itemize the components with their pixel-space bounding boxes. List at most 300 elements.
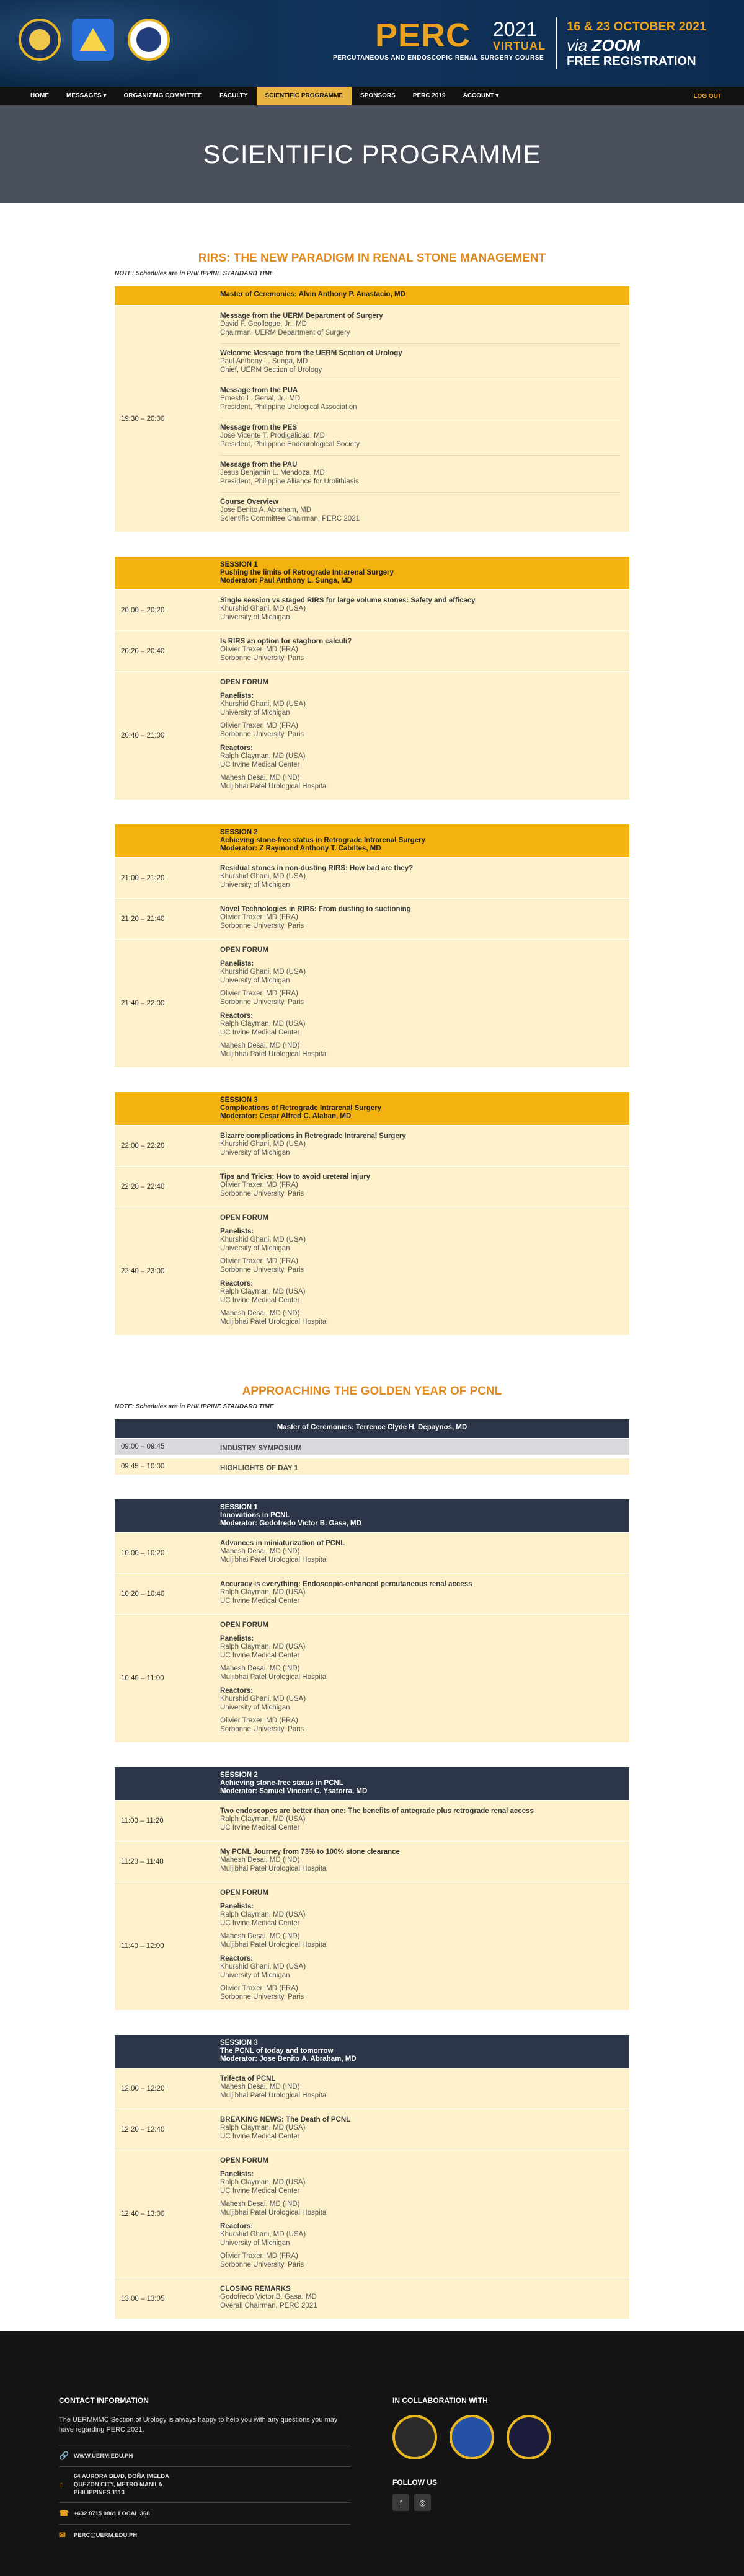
speaker-line: Paul Anthony L. Sunga, MD: [220, 358, 308, 365]
facebook-icon[interactable]: f: [392, 2494, 409, 2511]
session-header-line: Pushing the limits of Retrograde Intrarenal Surgery: [220, 569, 394, 576]
speaker-line: Sorbonne University, Paris: [220, 998, 304, 1006]
spacer: [220, 985, 620, 990]
nav-item-1[interactable]: MESSAGES ▾: [66, 92, 107, 99]
program-row: [115, 857, 629, 898]
program-content: [220, 858, 629, 898]
website-link[interactable]: [59, 2445, 350, 2466]
day2-mc-bar: [115, 1419, 629, 1438]
program-content: [220, 1842, 629, 1882]
nav-item-0[interactable]: HOME: [30, 92, 49, 99]
panelists-label: Panelists:: [220, 1228, 254, 1235]
highlights-row: [115, 1458, 629, 1475]
email-link[interactable]: [59, 2524, 350, 2546]
session-header: [115, 1092, 629, 1125]
collaboration-section: [392, 2396, 640, 2511]
time-cell: 21:00 – 21:20: [121, 874, 165, 882]
speaker-line: Khurshid Ghani, MD (USA): [220, 1236, 306, 1243]
speaker-line: Chief, UERM Section of Urology: [220, 366, 322, 374]
speaker-line: Muljibhai Patel Urological Hospital: [220, 782, 328, 790]
program-content: [220, 2278, 629, 2319]
session-header-text: [220, 824, 629, 857]
program-content: [220, 590, 629, 630]
speaker-line: Muljibhai Patel Urological Hospital: [220, 2208, 328, 2217]
nav-item-5[interactable]: SPONSORS: [360, 92, 396, 99]
program-item: [220, 2115, 620, 2147]
main-nav: [0, 87, 744, 105]
via-zoom: [567, 36, 640, 55]
speaker-line: Ralph Clayman, MD (USA): [220, 1288, 306, 1295]
map-pin-icon: ⌂: [59, 2480, 64, 2489]
spacer: [220, 1253, 620, 1258]
program-row: [115, 671, 629, 800]
session-gap: [115, 1475, 629, 1499]
item-title: Welcome Message from the UERM Section of Urology: [220, 350, 402, 357]
speaker-line: University of Michigan: [220, 2239, 290, 2247]
program-item: [220, 312, 620, 343]
session-header: [115, 1499, 629, 1532]
nav-item-7[interactable]: ACCOUNT ▾: [463, 92, 499, 99]
speaker-line: UC Irvine Medical Center: [220, 1296, 300, 1304]
speaker-line: Ralph Clayman, MD (USA): [220, 1020, 306, 1028]
speaker-line: President, Philippine Endourological Society: [220, 440, 360, 448]
time-cell: 22:20 – 22:40: [121, 1183, 165, 1191]
session-header-line: Moderator: Cesar Alfred C. Alaban, MD: [220, 1113, 352, 1120]
phone-icon: ☎: [59, 2508, 69, 2518]
speaker-line: Muljibhai Patel Urological Hospital: [220, 1556, 328, 1564]
speaker-line: Khurshid Ghani, MD (USA): [220, 700, 306, 708]
instagram-icon[interactable]: ◎: [414, 2494, 431, 2511]
speaker-line: UC Irvine Medical Center: [220, 1597, 300, 1605]
program-content: [220, 1801, 629, 1841]
speaker-line: Olivier Traxer, MD (FRA): [220, 646, 298, 653]
speaker-line: Khurshid Ghani, MD (USA): [220, 2231, 306, 2238]
program-item: [220, 1621, 620, 1740]
item-title: My PCNL Journey from 73% to 100% stone clearance: [220, 1848, 400, 1856]
page-title: SCIENTIFIC PROGRAMME: [203, 139, 541, 169]
program-item: [220, 864, 620, 896]
speaker-line: Khurshid Ghani, MD (USA): [220, 1140, 306, 1148]
time-cell: 10:20 – 10:40: [121, 1590, 165, 1598]
speaker-line: Olivier Traxer, MD (FRA): [220, 990, 298, 997]
nav-item-2[interactable]: ORGANIZING COMMITTEE: [123, 92, 203, 99]
item-title: Advances in miniaturization of PCNL: [220, 1540, 345, 1547]
speaker-line: UC Irvine Medical Center: [220, 1824, 300, 1832]
partner-logo-3[interactable]: [507, 2415, 551, 2459]
speaker-line: Mahesh Desai, MD (IND): [220, 774, 300, 782]
follow-title: FOLLOW US: [392, 2478, 437, 2487]
item-title: OPEN FORUM: [220, 1889, 268, 1897]
program-row: [115, 898, 629, 939]
speaker-line: University of Michigan: [220, 1244, 290, 1252]
session-header: [115, 1767, 629, 1800]
mail-icon: ✉: [59, 2530, 66, 2539]
panelists-label: Panelists:: [220, 692, 254, 700]
speaker-line: UC Irvine Medical Center: [220, 2187, 300, 2195]
pua-logo[interactable]: [128, 19, 170, 61]
speaker-line: Olivier Traxer, MD (FRA): [220, 1985, 298, 1992]
session-header-text: [220, 557, 629, 589]
program-content: [220, 2150, 629, 2278]
session-header-line: SESSION 1: [220, 1504, 258, 1511]
collab-title: IN COLLABORATION WITH: [392, 2396, 488, 2405]
time-cell: 10:40 – 11:00: [121, 1675, 164, 1682]
spacer: [220, 1660, 620, 1665]
program-content: [220, 2068, 629, 2109]
speaker-line: Jose Vicente T. Prodigalidad, MD: [220, 432, 325, 439]
pes-logo[interactable]: [72, 19, 114, 61]
time-cell: 19:30 – 20:00: [121, 415, 165, 423]
time-cell: 22:00 – 22:20: [121, 1142, 165, 1150]
session-header-line: Achieving stone-free status in Retrograde Intrarenal Surgery: [220, 837, 426, 844]
panelists-label: Panelists:: [220, 1903, 254, 1910]
program-item: [220, 1889, 620, 2008]
reactors-label: Reactors:: [220, 1955, 254, 1962]
program-item: [220, 492, 620, 529]
program-content: [220, 631, 629, 671]
session-gap: [115, 532, 629, 557]
site-header: [0, 0, 744, 87]
address-text: 64 AURORA BLVD, DOÑA IMELDA QUEZON CITY, METRO MANILA PHILIPPINES 1113: [74, 2473, 169, 2496]
speaker-line: President, Philippine Alliance for Urolithiasis: [220, 477, 359, 485]
program-item: [220, 637, 620, 669]
session-header-line: Moderator: Paul Anthony L. Sunga, MD: [220, 577, 352, 584]
item-title: OPEN FORUM: [220, 2157, 268, 2164]
speaker-line: Mahesh Desai, MD (IND): [220, 1933, 300, 1940]
spacer: [220, 2247, 620, 2252]
nav-item-3[interactable]: FACULTY: [219, 92, 248, 99]
item-title: BREAKING NEWS: The Death of PCNL: [220, 2116, 351, 2124]
speaker-line: University of Michigan: [220, 976, 290, 984]
program-row: [115, 2278, 629, 2319]
item-title: Is RIRS an option for staghorn calculi?: [220, 638, 352, 645]
speaker-line: Sorbonne University, Paris: [220, 2261, 304, 2269]
session-header: [115, 557, 629, 589]
program-row: [115, 1882, 629, 2010]
day2-title: APPROACHING THE GOLDEN YEAR OF PCNL: [242, 1385, 502, 1398]
time-cell: 11:00 – 11:20: [121, 1817, 164, 1825]
item-title: Message from the UERM Department of Surgery: [220, 312, 383, 320]
item-title: Novel Technologies in RIRS: From dusting to suctioning: [220, 906, 411, 913]
session-gap: [115, 2010, 629, 2035]
speaker-line: Olivier Traxer, MD (FRA): [220, 2252, 298, 2260]
day1-title: RIRS: THE NEW PARADIGM IN RENAL STONE MANAGEMENT: [198, 252, 546, 265]
event-dates: 16 & 23 OCTOBER 2021: [567, 20, 707, 33]
industry-symposium-row: [115, 1438, 629, 1455]
speaker-line: Khurshid Ghani, MD (USA): [220, 968, 306, 976]
speaker-line: Ralph Clayman, MD (USA): [220, 1815, 306, 1823]
time-cell: 22:40 – 23:00: [121, 1268, 165, 1275]
partner-logo-2[interactable]: [450, 2415, 494, 2459]
speaker-line: Mahesh Desai, MD (IND): [220, 1042, 300, 1049]
site-footer: [0, 2331, 744, 2576]
contact-title: CONTACT INFORMATION: [59, 2396, 149, 2405]
day1-mc: Master of Ceremonies: Alvin Anthony P. Anastacio, MD: [220, 286, 629, 305]
speaker-line: University of Michigan: [220, 708, 290, 717]
session-header-line: Achieving stone-free status in PCNL: [220, 1780, 343, 1787]
speaker-line: Ralph Clayman, MD (USA): [220, 1911, 306, 1918]
program-content: [220, 899, 629, 939]
perc-wordmark: PERC: [375, 17, 471, 54]
program-content: [220, 940, 629, 1067]
program-item: [220, 2156, 620, 2275]
speaker-line: Mahesh Desai, MD (IND): [220, 2083, 300, 2091]
item-title: OPEN FORUM: [220, 946, 268, 954]
phone-link[interactable]: [59, 2502, 350, 2524]
via-text: via: [567, 36, 588, 55]
speaker-line: Khurshid Ghani, MD (USA): [220, 605, 306, 612]
reactors-label: Reactors:: [220, 1280, 254, 1287]
program-item: [220, 1173, 620, 1204]
speaker-line: UC Irvine Medical Center: [220, 1028, 300, 1036]
program-content: [220, 1167, 629, 1207]
item-title: Residual stones in non-dusting RIRS: How bad are they?: [220, 865, 414, 872]
header-divider: [556, 17, 557, 69]
program-row: [115, 2109, 629, 2150]
day2-timezone-note: NOTE: Schedules are in PHILIPPINE STANDARD TIME: [115, 1403, 274, 1410]
speaker-line: Muljibhai Patel Urological Hospital: [220, 2091, 328, 2099]
item-title: OPEN FORUM: [220, 1621, 268, 1629]
session-gap: [115, 800, 629, 824]
speaker-line: Sorbonne University, Paris: [220, 1189, 304, 1198]
session-header-line: Moderator: Jose Benito A. Abraham, MD: [220, 2055, 356, 2063]
session-header-text: [220, 1767, 629, 1800]
program-item: [220, 1580, 620, 1612]
industry-symposium: INDUSTRY SYMPOSIUM: [220, 1439, 629, 1455]
nav-item-6[interactable]: PERC 2019: [412, 92, 446, 99]
day1-mc-bar: [115, 286, 629, 305]
program-item: [220, 2075, 620, 2106]
speaker-line: Khurshid Ghani, MD (USA): [220, 873, 306, 880]
speaker-line: University of Michigan: [220, 613, 290, 621]
speaker-line: Sorbonne University, Paris: [220, 730, 304, 738]
session-header-spacer: [115, 1499, 220, 1532]
item-title: Course Overview: [220, 498, 278, 506]
free-registration: FREE REGISTRATION: [567, 55, 696, 68]
spacer: [220, 1712, 620, 1717]
session-header-line: Moderator: Godofredo Victor B. Gasa, MD: [220, 1520, 361, 1527]
reactors-label: Reactors:: [220, 1687, 254, 1695]
speaker-line: Jesus Benjamin L. Mendoza, MD: [220, 469, 325, 477]
speaker-line: Chairman, UERM Department of Surgery: [220, 329, 350, 337]
hero-banner: [0, 105, 744, 203]
session-header-line: Moderator: Samuel Vincent C. Ysatorra, MD: [220, 1788, 368, 1795]
program-row: [115, 1125, 629, 1166]
speaker-line: Olivier Traxer, MD (FRA): [220, 914, 298, 921]
year-text: 2021: [493, 18, 538, 40]
website-text: WWW.UERM.EDU.PH: [74, 2452, 133, 2459]
session-header-line: SESSION 3: [220, 1096, 258, 1104]
item-title: CLOSING REMARKS: [220, 2285, 291, 2293]
day1-timezone-note: NOTE: Schedules are in PHILIPPINE STANDARD TIME: [115, 270, 274, 277]
time-cell: 21:40 – 22:00: [121, 1000, 165, 1007]
program-item: [220, 2285, 620, 2316]
speaker-line: Muljibhai Patel Urological Hospital: [220, 1941, 328, 1949]
address-item: [59, 2466, 350, 2502]
speaker-line: University of Michigan: [220, 1149, 290, 1157]
speaker-line: UC Irvine Medical Center: [220, 2132, 300, 2140]
session-header: [115, 2035, 629, 2068]
speaker-line: Olivier Traxer, MD (FRA): [220, 722, 298, 730]
speaker-line: Sorbonne University, Paris: [220, 922, 304, 930]
phone-text: +632 8715 0861 LOCAL 368: [74, 2510, 150, 2517]
spacer: [220, 2195, 620, 2200]
speaker-line: Ralph Clayman, MD (USA): [220, 2124, 306, 2132]
speaker-line: President, Philippine Urological Association: [220, 403, 357, 411]
session-header-line: Complications of Retrograde Intrarenal Surgery: [220, 1105, 382, 1112]
email-text: PERC@UERM.EDU.PH: [74, 2531, 138, 2539]
uerm-logo[interactable]: [19, 19, 61, 61]
program-content: [220, 1533, 629, 1573]
program-row: [115, 1166, 629, 1207]
speaker-line: Olivier Traxer, MD (FRA): [220, 1717, 298, 1724]
item-title: Single session vs staged RIRS for large volume stones: Safety and efficacy: [220, 597, 476, 604]
time-cell: 20:40 – 21:00: [121, 732, 165, 739]
speaker-line: Mahesh Desai, MD (IND): [220, 1548, 300, 1555]
program-row: [115, 2150, 629, 2278]
speaker-line: Jose Benito A. Abraham, MD: [220, 506, 312, 514]
spacer: [220, 717, 620, 722]
program-row: [115, 2068, 629, 2109]
program-row: [115, 1800, 629, 1841]
speaker-line: Muljibhai Patel Urological Hospital: [220, 1318, 328, 1326]
day2-programme: [115, 1385, 629, 2319]
speaker-line: UC Irvine Medical Center: [220, 1651, 300, 1659]
panelists-label: Panelists:: [220, 960, 254, 968]
session-header-spacer: [115, 1092, 220, 1125]
speaker-line: University of Michigan: [220, 1971, 290, 1979]
speaker-line: Ralph Clayman, MD (USA): [220, 2179, 306, 2186]
speaker-line: Mahesh Desai, MD (IND): [220, 1310, 300, 1317]
time-cell: 20:20 – 20:40: [121, 647, 165, 655]
program-item: [220, 343, 620, 381]
session-header-spacer: [115, 557, 220, 589]
time-cell: 12:40 – 13:00: [121, 2210, 165, 2218]
time-cell: 09:00 – 09:45: [115, 1439, 220, 1455]
program-row: [115, 1614, 629, 1742]
program-item: [220, 678, 620, 797]
speaker-line: Olivier Traxer, MD (FRA): [220, 1181, 298, 1189]
item-title: OPEN FORUM: [220, 1214, 268, 1222]
program-content: [220, 2109, 629, 2150]
speaker-line: Overall Chairman, PERC 2021: [220, 2301, 317, 2309]
speaker-line: Khurshid Ghani, MD (USA): [220, 1695, 306, 1703]
program-row: [115, 1207, 629, 1335]
program-row: [115, 630, 629, 671]
reactors-label: Reactors:: [220, 744, 254, 752]
zoom-text: ZOOM: [591, 36, 640, 55]
speaker-line: Ernesto L. Gerial, Jr., MD: [220, 395, 301, 402]
time-cell: 09:45 – 10:00: [121, 1463, 165, 1470]
nav-item-4[interactable]: SCIENTIFIC PROGRAMME: [257, 87, 352, 105]
session-header-spacer: [115, 1767, 220, 1800]
session-header-line: SESSION 3: [220, 2039, 258, 2047]
logout-link[interactable]: LOG OUT: [693, 92, 722, 100]
program-item: [220, 1539, 620, 1571]
highlights-day1: HIGHLIGHTS OF DAY 1: [220, 1465, 298, 1472]
program-item: [220, 1848, 620, 1879]
day1-programme: [115, 252, 629, 1335]
speaker-line: Mahesh Desai, MD (IND): [220, 2200, 300, 2208]
session-header-text: [220, 1499, 629, 1532]
globe-icon: 🔗: [59, 2451, 69, 2460]
program-content: [220, 1126, 629, 1166]
speaker-line: UC Irvine Medical Center: [220, 761, 300, 769]
spacer: [220, 1928, 620, 1933]
panelists-label: Panelists:: [220, 1635, 254, 1643]
session-header-line: SESSION 2: [220, 1771, 258, 1779]
program-item: [220, 418, 620, 455]
time-cell: 20:00 – 20:20: [121, 606, 165, 614]
session-header-line: Innovations in PCNL: [220, 1512, 290, 1519]
day1-opening-row: [115, 305, 629, 532]
program-item: [220, 381, 620, 418]
session-gap: [115, 1742, 629, 1767]
program-content: [220, 672, 629, 800]
speaker-line: Ralph Clayman, MD (USA): [220, 1589, 306, 1596]
program-content: [220, 1574, 629, 1614]
program-item: [220, 455, 620, 492]
session-header-line: SESSION 1: [220, 561, 258, 568]
time-cell: 12:20 – 12:40: [121, 2125, 165, 2133]
item-title: Message from the PES: [220, 424, 297, 431]
spacer: [220, 1037, 620, 1042]
virtual-text: VIRTUAL: [493, 40, 546, 52]
speaker-line: University of Michigan: [220, 881, 290, 889]
time-cell: 10:00 – 10:20: [121, 1549, 165, 1557]
program-item: [220, 946, 620, 1065]
speaker-line: Muljibhai Patel Urological Hospital: [220, 1673, 328, 1681]
session-header-spacer: [115, 824, 220, 857]
partner-logo-1[interactable]: [392, 2415, 437, 2459]
session-header-spacer: [115, 2035, 220, 2068]
time-cell: 11:20 – 11:40: [121, 1858, 164, 1866]
speaker-line: Muljibhai Patel Urological Hospital: [220, 1050, 328, 1058]
speaker-line: Ralph Clayman, MD (USA): [220, 1643, 306, 1651]
item-title: Message from the PUA: [220, 387, 298, 394]
session-header: [115, 824, 629, 857]
speaker-line: Sorbonne University, Paris: [220, 654, 304, 662]
item-title: Two endoscopes are better than one: The benefits of antegrade plus retrograde renal access: [220, 1807, 534, 1815]
program-item: [220, 1132, 620, 1163]
spacer: [220, 1305, 620, 1310]
speaker-line: Mahesh Desai, MD (IND): [220, 1856, 300, 1864]
speaker-line: University of Michigan: [220, 1703, 290, 1711]
speaker-line: Sorbonne University, Paris: [220, 1725, 304, 1733]
speaker-line: Godofredo Victor B. Gasa, MD: [220, 2293, 317, 2301]
session-gap: [115, 1067, 629, 1092]
session-header-line: Moderator: Z Raymond Anthony T. Cabiltes, MD: [220, 845, 381, 852]
course-tagline: PERCUTANEOUS AND ENDOSCOPIC RENAL SURGERY COURSE: [333, 55, 544, 61]
time-cell: 21:20 – 21:40: [121, 915, 165, 923]
speaker-line: Olivier Traxer, MD (FRA): [220, 1258, 298, 1265]
program-row: [115, 1841, 629, 1882]
speaker-line: David F. Geollegue, Jr., MD: [220, 320, 307, 328]
speaker-line: Sorbonne University, Paris: [220, 1993, 304, 2001]
item-title: Bizarre complications in Retrograde Intrarenal Surgery: [220, 1132, 406, 1140]
reactors-label: Reactors:: [220, 1012, 254, 1020]
time-cell: 13:00 – 13:05: [121, 2295, 165, 2303]
speaker-line: Mahesh Desai, MD (IND): [220, 1665, 300, 1672]
program-content: [220, 1882, 629, 2010]
program-item: [220, 905, 620, 937]
item-title: Message from the PAU: [220, 461, 298, 469]
time-cell: 12:00 – 12:20: [121, 2084, 165, 2093]
reactors-label: Reactors:: [220, 2223, 254, 2230]
social-links: [392, 2494, 640, 2511]
session-header-text: [220, 1092, 629, 1125]
partner-logos: [392, 2415, 640, 2459]
